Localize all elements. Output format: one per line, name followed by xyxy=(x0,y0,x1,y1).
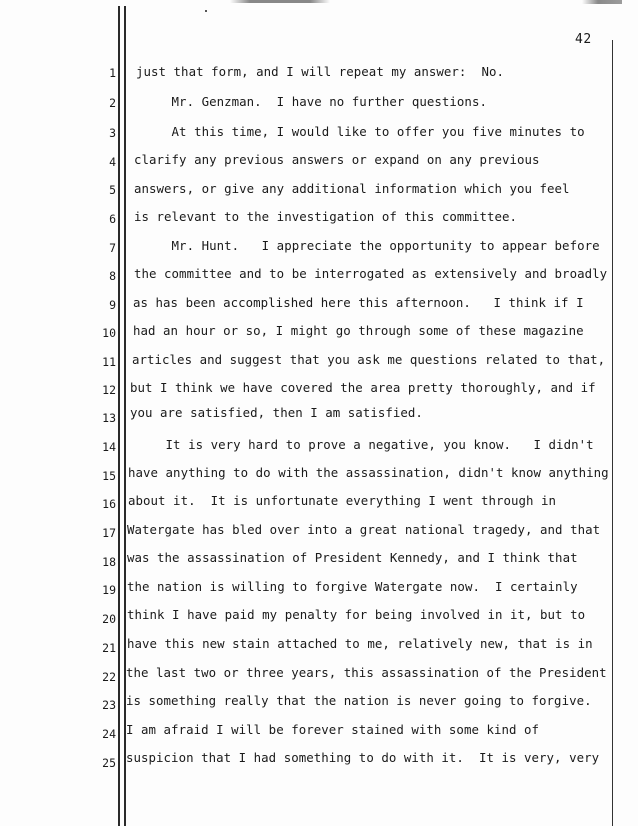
transcript-line: answers, or give any additional information which you feel xyxy=(134,181,570,196)
line-number: 13 xyxy=(102,411,116,425)
line-number: 15 xyxy=(102,469,116,483)
transcript-line: was the assassination of President Kennedy, and I think that xyxy=(127,550,578,565)
transcript-line: the nation is willing to forgive Watergate now. I certainly xyxy=(127,579,578,594)
line-number: 4 xyxy=(109,155,116,169)
line-number: 19 xyxy=(102,583,116,597)
line-number: 20 xyxy=(102,612,116,626)
line-number: 6 xyxy=(109,212,116,226)
line-number: 1 xyxy=(109,66,116,80)
transcript-line: about it. It is unfortunate everything I went through in xyxy=(128,493,557,508)
scan-artifact xyxy=(205,10,207,12)
transcript-line: the committee and to be interrogated as extensively and broadly xyxy=(134,266,608,281)
transcript-line: think I have paid my penalty for being involved in it, but to xyxy=(127,607,586,622)
line-number: 16 xyxy=(102,497,116,511)
line-number: 24 xyxy=(102,727,116,741)
transcript-line: as has been accomplished here this afternoon. I think if I xyxy=(133,295,584,310)
transcript-line: just that form, and I will repeat my answer: No. xyxy=(136,64,504,79)
transcript-line: Mr. Hunt. I appreciate the opportunity to appear before xyxy=(134,238,600,253)
transcript-line: At this time, I would like to offer you five minutes to xyxy=(134,124,585,139)
transcript-line: had an hour or so, I might go through some of these magazine xyxy=(133,323,584,338)
margin-rule-right xyxy=(612,40,613,826)
transcript-line: but I think we have covered the area pretty thoroughly, and if xyxy=(130,380,596,395)
margin-rule-left xyxy=(118,6,120,826)
transcript-line: I am afraid I will be forever stained with some kind of xyxy=(126,722,540,737)
line-number: 7 xyxy=(109,241,116,255)
transcript-line: Mr. Genzman. I have no further questions. xyxy=(134,94,487,109)
line-number: 21 xyxy=(102,641,116,655)
line-number: 22 xyxy=(102,670,116,684)
page-number: 42 xyxy=(575,32,592,47)
scan-artifact xyxy=(582,0,622,4)
line-number: 10 xyxy=(102,326,116,340)
transcript-line: you are satisfied, then I am satisfied. xyxy=(130,405,423,420)
transcript-line: is something really that the nation is never going to forgive. xyxy=(126,693,592,708)
line-number: 23 xyxy=(102,698,116,712)
line-number: 9 xyxy=(109,298,116,312)
line-number: 14 xyxy=(102,440,116,454)
scan-artifact xyxy=(230,0,330,3)
line-number: 11 xyxy=(102,355,116,369)
transcript-line: have this new stain attached to me, relatively new, that is in xyxy=(127,636,593,651)
line-number: 2 xyxy=(109,96,116,110)
transcript-line: clarify any previous answers or expand on any previous xyxy=(134,152,540,167)
line-number: 17 xyxy=(102,526,116,540)
transcript-line: is relevant to the investigation of this committee. xyxy=(134,209,517,224)
line-number: 18 xyxy=(102,555,116,569)
transcript-line: It is very hard to prove a negative, you know. I didn't xyxy=(128,437,594,452)
transcript-line: articles and suggest that you ask me questions related to that, xyxy=(132,352,606,367)
transcript-line: suspicion that I had something to do with it. It is very, very xyxy=(126,750,600,765)
line-number: 3 xyxy=(109,126,116,140)
transcript-line: have anything to do with the assassination, didn't know anything xyxy=(128,465,609,480)
line-number: 5 xyxy=(109,183,116,197)
transcript-line: Watergate has bled over into a great national tragedy, and that xyxy=(127,522,601,537)
line-number: 8 xyxy=(109,269,116,283)
line-number: 25 xyxy=(102,756,116,770)
line-number: 12 xyxy=(102,383,116,397)
transcript-line: the last two or three years, this assassination of the President xyxy=(126,665,607,680)
